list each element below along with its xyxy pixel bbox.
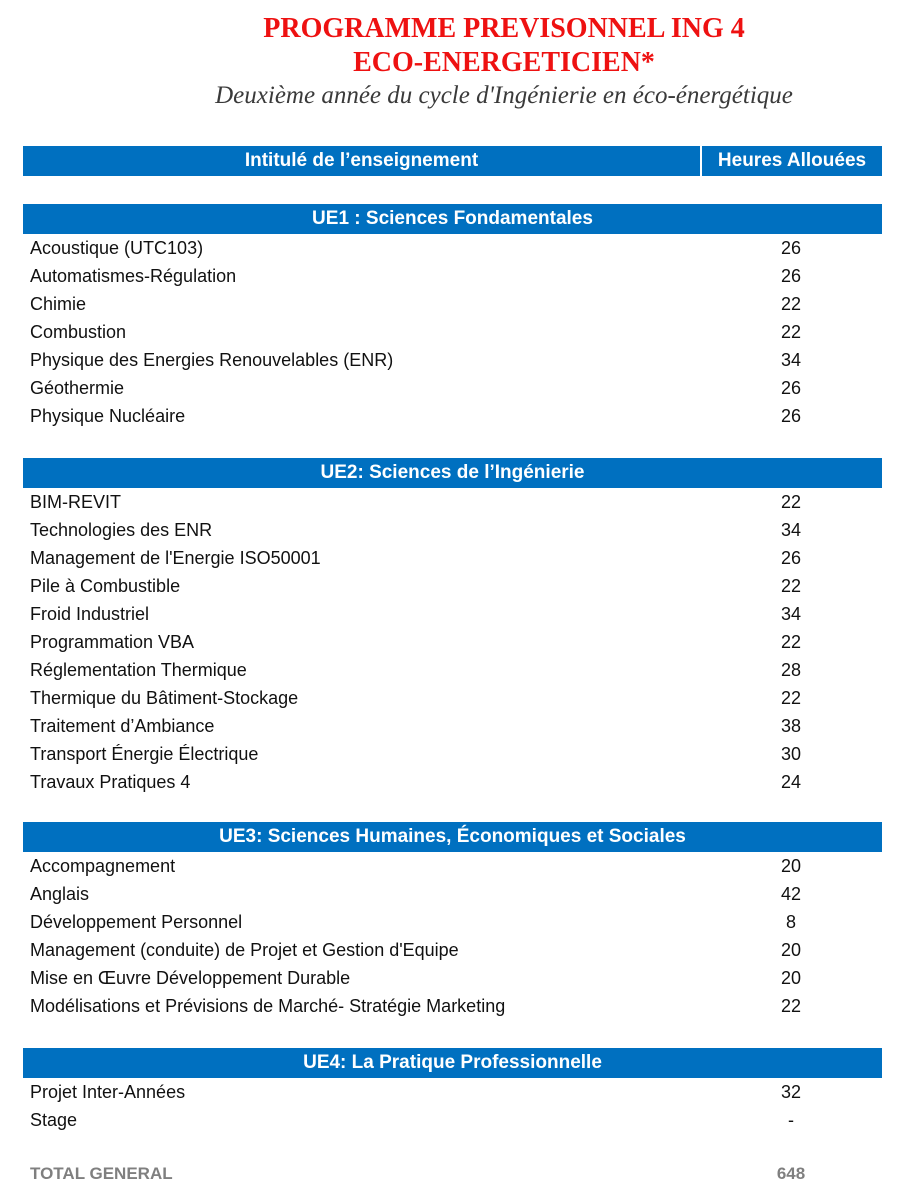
course-name: Pile à Combustible xyxy=(30,575,181,596)
table-row xyxy=(23,1078,882,1106)
section-ue3 xyxy=(23,822,882,1020)
course-name: Projet Inter-Années xyxy=(30,1081,186,1102)
table-row xyxy=(23,656,882,684)
table-row xyxy=(23,516,882,544)
course-name: Physique des Energies Renouvelables (ENR) xyxy=(30,349,394,370)
course-name: Programmation VBA xyxy=(30,631,195,652)
table-row xyxy=(23,712,882,740)
table-header xyxy=(23,146,882,176)
table-row xyxy=(23,740,882,768)
table-row xyxy=(23,572,882,600)
section-title: UE1 : Sciences Fondamentales xyxy=(23,204,882,234)
course-hours: 32 xyxy=(780,1081,802,1102)
course-column-header: Intitulé de l’enseignement xyxy=(23,146,700,176)
course-name: Chimie xyxy=(30,293,87,314)
course-hours: 26 xyxy=(780,405,802,426)
course-name: Mise en Œuvre Développement Durable xyxy=(30,967,351,988)
course-name: Travaux Pratiques 4 xyxy=(30,771,191,792)
course-hours: 26 xyxy=(780,237,802,258)
course-hours: 20 xyxy=(780,855,802,876)
table-row xyxy=(23,880,882,908)
course-hours: 34 xyxy=(780,349,802,370)
course-hours: 20 xyxy=(780,967,802,988)
course-hours: 22 xyxy=(780,631,802,652)
course-hours: 20 xyxy=(780,939,802,960)
total-row xyxy=(23,1160,882,1188)
table-row xyxy=(23,1106,882,1134)
table-row xyxy=(23,234,882,262)
course-name: Technologies des ENR xyxy=(30,519,213,540)
total-label: TOTAL GENERAL xyxy=(30,1164,173,1183)
table-row xyxy=(23,936,882,964)
table-row xyxy=(23,346,882,374)
course-hours: - xyxy=(788,1109,794,1130)
table-row xyxy=(23,964,882,992)
course-name: Développement Personnel xyxy=(30,911,243,932)
course-hours: 22 xyxy=(780,687,802,708)
table-row xyxy=(23,992,882,1020)
table-row xyxy=(23,908,882,936)
course-name: Physique Nucléaire xyxy=(30,405,186,426)
table-row xyxy=(23,768,882,796)
course-name: Transport Énergie Électrique xyxy=(30,743,259,764)
section-title: UE4: La Pratique Professionnelle xyxy=(23,1048,882,1078)
course-hours: 28 xyxy=(780,659,802,680)
course-name: Anglais xyxy=(30,883,90,904)
course-hours: 8 xyxy=(785,911,796,932)
course-hours: 34 xyxy=(780,603,802,624)
course-name: Traitement d’Ambiance xyxy=(30,715,215,736)
program-specialty: ECO-ENERGETICIEN* xyxy=(353,47,655,78)
course-hours: 34 xyxy=(780,519,802,540)
course-hours: 22 xyxy=(780,491,802,512)
course-hours: 24 xyxy=(780,771,802,792)
course-hours: 22 xyxy=(780,575,802,596)
course-name: Stage xyxy=(30,1109,78,1130)
table-row xyxy=(23,628,882,656)
course-hours: 26 xyxy=(780,265,802,286)
course-hours: 26 xyxy=(780,377,802,398)
course-name: Accompagnement xyxy=(30,855,176,876)
course-name: BIM-REVIT xyxy=(30,491,122,512)
course-hours: 22 xyxy=(780,293,802,314)
table-row xyxy=(23,374,882,402)
course-hours: 26 xyxy=(780,547,802,568)
course-name: Acoustique (UTC103) xyxy=(30,237,204,258)
course-hours: 22 xyxy=(780,321,802,342)
course-name: Management de l'Energie ISO50001 xyxy=(30,547,321,568)
section-ue1 xyxy=(23,204,882,430)
course-name: Modélisations et Prévisions de Marché- Stratégie Marketing xyxy=(30,995,506,1016)
total-value: 648 xyxy=(776,1164,806,1183)
course-name: Management (conduite) de Projet et Gestion d'Equipe xyxy=(30,939,459,960)
table-row xyxy=(23,290,882,318)
course-name: Combustion xyxy=(30,321,127,342)
course-name: Automatismes-Régulation xyxy=(30,265,237,286)
course-hours: 42 xyxy=(780,883,802,904)
table-row xyxy=(23,600,882,628)
program-subtitle: Deuxième année du cycle d'Ingénierie en éco-énergétique xyxy=(215,82,793,109)
section-title: UE2: Sciences de l’Ingénierie xyxy=(23,458,882,488)
course-name: Géothermie xyxy=(30,377,125,398)
section-title: UE3: Sciences Humaines, Économiques et Sociales xyxy=(23,822,882,852)
course-name: Thermique du Bâtiment-Stockage xyxy=(30,687,299,708)
course-name: Froid Industriel xyxy=(30,603,150,624)
table-row xyxy=(23,488,882,516)
course-hours: 22 xyxy=(780,995,802,1016)
hours-column-header: Heures Allouées xyxy=(702,146,882,176)
table-row xyxy=(23,852,882,880)
section-ue2 xyxy=(23,458,882,796)
course-hours: 30 xyxy=(780,743,802,764)
program-title: PROGRAMME PREVISONNEL ING 4 xyxy=(263,13,745,44)
table-row xyxy=(23,318,882,346)
document-title-block xyxy=(0,12,908,112)
table-row xyxy=(23,544,882,572)
table-row xyxy=(23,402,882,430)
course-name: Réglementation Thermique xyxy=(30,659,247,680)
section-ue4 xyxy=(23,1048,882,1134)
table-row xyxy=(23,262,882,290)
course-hours: 38 xyxy=(780,715,802,736)
table-row xyxy=(23,684,882,712)
